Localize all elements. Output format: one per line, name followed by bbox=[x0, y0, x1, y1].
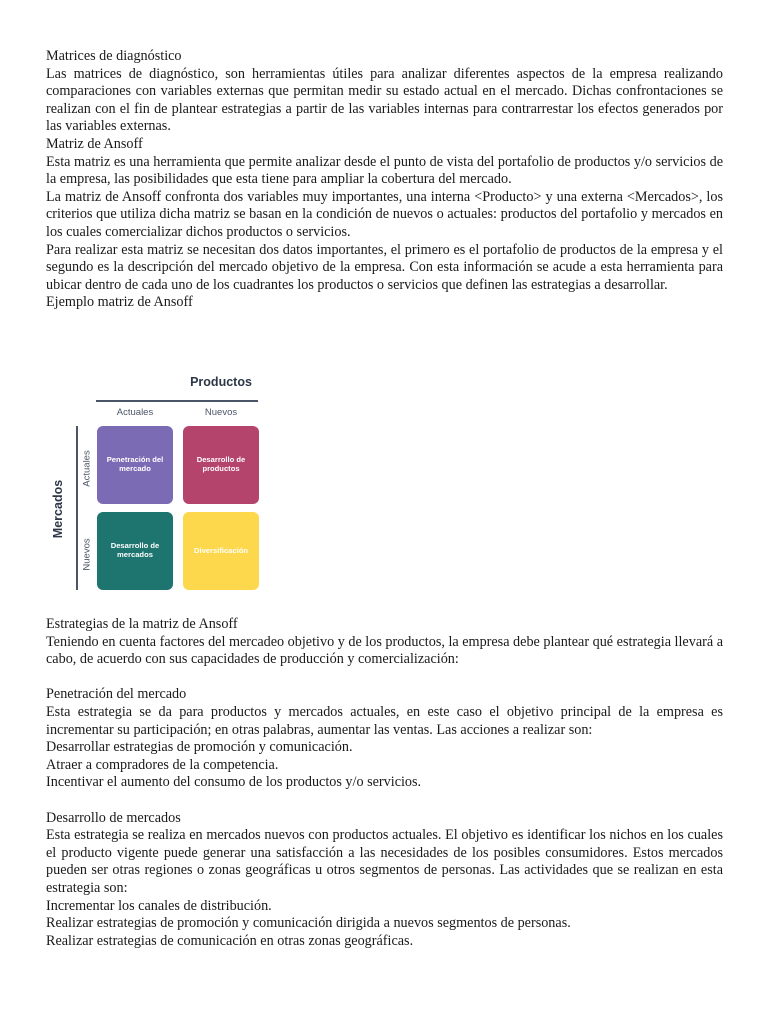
cell-market-development: Desarrollo de mercados bbox=[97, 512, 173, 590]
strategies-text bbox=[46, 616, 723, 950]
matrix-title-products: Productos bbox=[190, 375, 252, 389]
paragraph-market-development: Esta estrategia se realiza en mercados nuevos con productos actuales. El objetivo es identificar los nichos en los cuales el producto vigente puede generar una satisfacción a las necesidades de los posibles consumidores. Estos mercados pueden ser otras regiones o zonas geográficas u otros segmentos de personas. Las actividades que se realizan en esta estrategia son: bbox=[46, 827, 723, 896]
list-item: Realizar estrategias de comunicación en otras zonas geográficas. bbox=[46, 932, 414, 949]
heading-market-penetration: Penetración del mercado bbox=[46, 686, 187, 703]
paragraph-ansoff-variables: La matriz de Ansoff confronta dos variables muy importantes, una interna <Producto> y una externa <Mercados>, los criterios que utiliza dicha matriz se basan en la condición de nuevos o actuales: productos del portafolio y mercados en los cuales comercializar dichos productos o servicios. bbox=[46, 188, 723, 240]
heading-diagnostic-matrices: Matrices de diagnóstico bbox=[46, 48, 182, 64]
paragraph-strategies-intro: Teniendo en cuenta factores del mercadeo objetivo y de los productos, la empresa debe plantear qué estrategia llevará a cabo, de acuerdo con sus capacidades de producción y comercialización: bbox=[46, 633, 723, 668]
heading-ansoff-matrix: Matriz de Ansoff bbox=[46, 135, 143, 152]
matrix-markets-divider bbox=[76, 426, 78, 590]
paragraph-market-penetration: Esta estrategia se da para productos y mercados actuales, en este caso el objetivo principal de la empresa es incrementar su participación; en otras palabras, aumentar las ventas. Las acciones a realizar son: bbox=[46, 703, 723, 738]
list-item: Realizar estrategias de promoción y comunicación dirigida a nuevos segmentos de personas. bbox=[46, 915, 571, 932]
list-item: Incrementar los canales de distribución. bbox=[46, 897, 272, 914]
paragraph-ansoff-definition: Esta matriz es una herramienta que permite analizar desde el punto de vista del portafolio de productos y/o servicios de la empresa, las posibilidades que esta tiene para ampliar la cobertura del mercado. bbox=[46, 153, 723, 188]
list-item: Incentivar el aumento del consumo de los productos y/o servicios. bbox=[46, 774, 422, 791]
matrix-products-divider bbox=[96, 400, 258, 402]
cell-diversification: Diversificación bbox=[183, 512, 259, 590]
list-item: Atraer a compradores de la competencia. bbox=[46, 756, 279, 773]
matrix-title-markets: Mercados bbox=[51, 479, 65, 539]
heading-ansoff-strategies: Estrategias de la matriz de Ansoff bbox=[46, 616, 238, 632]
heading-market-development: Desarrollo de mercados bbox=[46, 809, 181, 826]
matrix-col-new: Nuevos bbox=[204, 407, 238, 418]
intro-text bbox=[46, 48, 723, 312]
heading-ansoff-example: Ejemplo matriz de Ansoff bbox=[46, 294, 193, 311]
matrix-row-new: Nuevos bbox=[81, 538, 93, 571]
matrix-col-current: Actuales bbox=[116, 407, 154, 418]
paragraph-diagnostic-intro: Las matrices de diagnóstico, son herramientas útiles para analizar diferentes aspectos de la empresa realizando comparaciones con variables externas que permitan medir su estado actual en el mercado. Dichas confrontaciones se realizan con el fin de plantear estrategias a partir de las variables internas para contrarrestar los efectos generados por las variables externas. bbox=[46, 65, 723, 135]
ansoff-matrix-figure bbox=[46, 366, 276, 598]
paragraph-ansoff-data: Para realizar esta matriz se necesitan dos datos importantes, el primero es el portafolio de productos de la empresa y el segundo es la descripción del mercado objetivo de la empresa. Con esta información se acude a esta herramienta para ubicar dentro de cada uno de los cuadrantes los productos o servicios que definen las estrategias a desarrollar. bbox=[46, 241, 723, 293]
cell-market-penetration: Penetración del mercado bbox=[97, 426, 173, 504]
matrix-row-current: Actuales bbox=[81, 450, 93, 487]
cell-product-development: Desarrollo de productos bbox=[183, 426, 259, 504]
list-item: Desarrollar estrategias de promoción y comunicación. bbox=[46, 739, 353, 756]
